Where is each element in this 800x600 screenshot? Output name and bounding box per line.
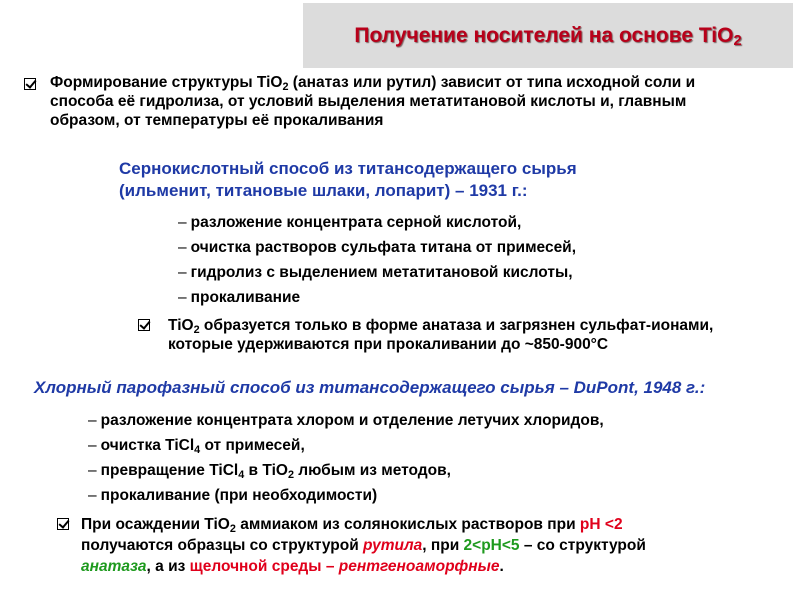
intro-paragraph [50, 73, 750, 130]
precip-text: , а из [146, 558, 190, 575]
dash-marker: – [178, 239, 187, 256]
step-text: от примесей, [200, 437, 305, 454]
list-item [178, 210, 576, 235]
anatase-term: анатаза [81, 558, 147, 575]
step-subscript: 2 [287, 469, 294, 481]
list-item [88, 408, 604, 433]
step-text: любым из методов, [293, 462, 451, 479]
rutile-term: рутила [363, 537, 423, 554]
dash-marker: – [178, 264, 187, 281]
step-text: очистка растворов сульфата титана от примесей, [190, 239, 577, 256]
precip-text: , при [422, 537, 464, 554]
step-text: в TiO [244, 462, 288, 479]
step-text: прокаливание [190, 289, 301, 306]
dash-marker: – [88, 412, 97, 429]
alkaline-medium-term: щелочной среды – [189, 558, 335, 575]
list-item [178, 260, 576, 285]
list-item [88, 433, 604, 458]
checkbox-icon [138, 319, 150, 331]
ph-acidic-range: pH <2 [579, 516, 623, 533]
intro-text: Формирование структуры TiO [50, 74, 283, 91]
precip-text: аммиаком из солянокислых растворов при [235, 516, 580, 533]
step-text: очистка TiCl [100, 437, 195, 454]
title-text: Получение носителей на основе TiO [354, 24, 734, 47]
note-text: TiO [168, 317, 194, 334]
dash-marker: – [178, 214, 187, 231]
precip-subscript: 2 [229, 523, 236, 535]
list-item [178, 235, 576, 260]
dash-marker: – [88, 462, 97, 479]
amorphous-term: рентгеноаморфные [338, 558, 500, 575]
checkbox-icon [24, 78, 36, 90]
step-text: превращение TiCl [100, 462, 239, 479]
note-text-rest: образуется только в форме анатаза и загрязнен сульфат-ионами, которые удерживаются при прокаливании до ~850-900°С [168, 317, 714, 353]
dash-marker: – [178, 289, 187, 306]
list-item [88, 483, 604, 508]
dash-marker: – [88, 487, 97, 504]
title-banner [303, 3, 793, 68]
page-title [303, 24, 793, 48]
step-text: гидролиз с выделением метатитановой кислоты, [190, 264, 573, 281]
step-subscript: 4 [238, 469, 245, 481]
precipitation-paragraph [81, 514, 661, 577]
dash-marker: – [88, 437, 97, 454]
intro-subscript: 2 [282, 81, 289, 93]
intro-text-rest: (анатаз или рутил) зависит от типа исходной соли и способа её гидролиза, от условий выделения метатитановой кислоты и, главным образом, от температуры её прокаливания [50, 74, 696, 129]
list-item [178, 285, 576, 310]
ph-mid-range: 2<pH<5 [463, 537, 520, 554]
step-text: разложение концентрата серной кислотой, [190, 214, 522, 231]
checkbox-icon [57, 518, 69, 530]
list-item [88, 458, 604, 483]
precip-text: При осаждении TiO [81, 516, 230, 533]
sulfate-heading-line-1: Сернокислотный способ из титансодержащего сырья [119, 159, 577, 178]
step-text: разложение концентрата хлором и отделение летучих хлоридов, [100, 412, 604, 429]
precip-text: получаются образцы со структурой [81, 537, 364, 554]
chloride-method-heading: Хлорный парофазный способ из титансодержащего сырья – DuPont, 1948 г.: [34, 378, 706, 397]
sulfate-note [168, 316, 778, 354]
precip-text: – со структурой [519, 537, 646, 554]
sulfate-heading-line-2: (ильменит, титановые шлаки, лопарит) – 1931 г.: [119, 181, 528, 200]
sulfate-steps-list [178, 210, 576, 310]
step-text: прокаливание (при необходимости) [100, 487, 378, 504]
sulfate-method-heading [119, 158, 577, 202]
note-subscript: 2 [193, 324, 200, 336]
title-subscript: 2 [733, 33, 742, 49]
chloride-steps-list [88, 408, 604, 508]
step-subscript: 4 [194, 444, 201, 456]
precip-text: . [499, 558, 504, 575]
